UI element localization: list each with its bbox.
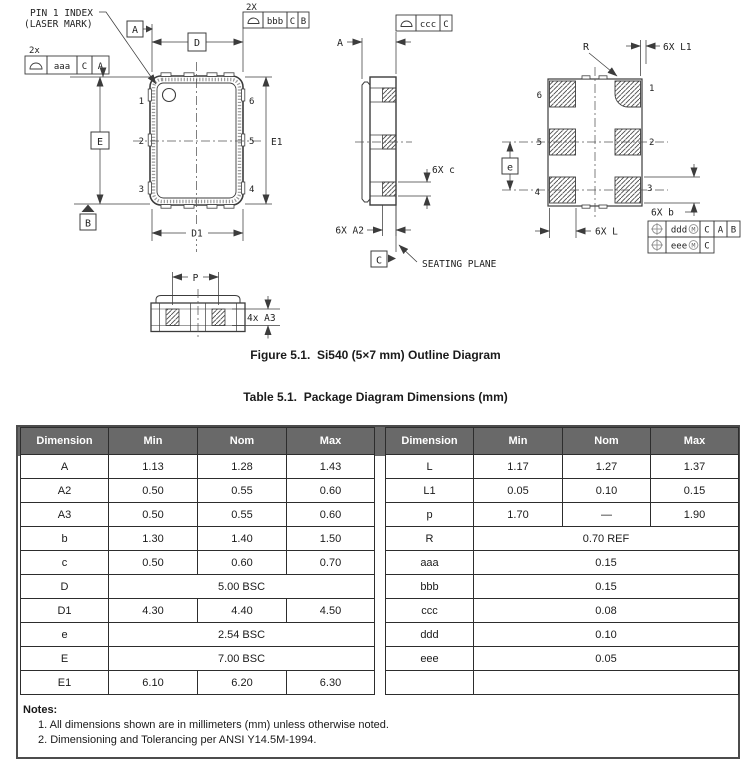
table-row — [21, 479, 375, 503]
nom-cell: 0.60 — [198, 551, 287, 575]
max-cell: 0.60 — [287, 479, 375, 503]
dimension-cell: eee — [386, 647, 474, 671]
notes-section — [23, 704, 734, 746]
min-cell: 1.30 — [109, 527, 198, 551]
dim-d1-label: D1 — [191, 228, 203, 240]
position-symbol-icon — [651, 223, 663, 235]
dim-a-label: A — [336, 38, 343, 49]
min-cell: 1.17 — [474, 455, 563, 479]
fcf-tolerance: ccc — [419, 20, 437, 30]
profile-of-surface-icon — [401, 21, 412, 27]
fcf-datum-ref: C — [704, 241, 710, 252]
dimension-cell: ccc — [386, 599, 474, 623]
dimensions-table-box — [16, 425, 740, 759]
dimension-cell: A3 — [21, 503, 109, 527]
dimension-cell: aaa — [386, 551, 474, 575]
datum-b-label: B — [84, 218, 92, 230]
fcf-datum-ref: C — [443, 20, 449, 30]
fcf-datum-ref: C — [289, 17, 296, 27]
pin-number: 2 — [649, 138, 655, 148]
nom-cell: 0.55 — [198, 479, 287, 503]
datum-b-triangle — [82, 205, 95, 213]
dimension-cell — [386, 671, 474, 695]
profile-of-surface-icon — [30, 63, 42, 69]
min-cell: 0.50 — [109, 503, 198, 527]
dimension-cell: ddd — [386, 623, 474, 647]
dim-c — [398, 169, 431, 209]
pin-number: 4 — [249, 185, 255, 195]
dimension-cell: L — [386, 455, 474, 479]
dimension-cell: c — [21, 551, 109, 575]
max-cell: 1.37 — [651, 455, 739, 479]
fcf-tolerance: ddd — [670, 225, 688, 236]
col-header-dimension: Dimension — [386, 428, 474, 455]
front-view — [151, 271, 280, 340]
span-cell: 2.54 BSC — [109, 623, 375, 647]
nom-cell: 1.27 — [563, 455, 651, 479]
table-row — [21, 551, 375, 575]
fcf-datum-ref: B — [300, 17, 307, 27]
header-row — [386, 428, 739, 455]
dimension-cell: p — [386, 503, 474, 527]
dim-r-label: R — [583, 42, 590, 53]
fcf-tolerance: bbb — [266, 17, 284, 27]
nom-cell: 1.40 — [198, 527, 287, 551]
dim-b-label: 6X b — [651, 207, 674, 219]
nom-cell: 6.20 — [198, 671, 287, 695]
dim-d-label: D — [193, 38, 201, 49]
col-header-nom: Nom — [198, 428, 287, 455]
nom-cell: 0.10 — [563, 479, 651, 503]
min-cell: 1.13 — [109, 455, 198, 479]
datum-c-label: C — [375, 255, 383, 267]
qty-label: 2x — [29, 46, 40, 56]
nom-cell: 4.40 — [198, 599, 287, 623]
table-row — [386, 455, 739, 479]
figure-caption: Figure 5.1. Si540 (5×7 mm) Outline Diagram — [250, 348, 501, 362]
min-cell: 6.10 — [109, 671, 198, 695]
datum-a-label: A — [131, 25, 139, 36]
dim-a2 — [367, 205, 411, 236]
max-cell: 1.90 — [651, 503, 739, 527]
table-row — [21, 575, 375, 599]
table-row — [21, 455, 375, 479]
col-header-max: Max — [651, 428, 739, 455]
table-row — [386, 623, 739, 647]
table-row — [386, 575, 739, 599]
fcf-bbb — [243, 3, 309, 28]
table-row — [21, 647, 375, 671]
pin-number: 5 — [249, 137, 255, 147]
min-cell: 1.70 — [474, 503, 563, 527]
dim-e-label: E — [96, 137, 104, 148]
dim-e1-label: E1 — [271, 137, 283, 148]
fcf-datum-ref: A — [717, 225, 724, 236]
dimension-cell: e — [21, 623, 109, 647]
mmc-modifier-letter: M — [691, 225, 696, 234]
span-cell: 5.00 BSC — [109, 575, 375, 599]
fcf-datum-ref: C — [81, 62, 88, 72]
dim-a3-label: 4x A3 — [247, 313, 276, 324]
table-row — [386, 647, 739, 671]
min-cell: 4.30 — [109, 599, 198, 623]
dim-a2-label: 6X A2 — [335, 225, 364, 237]
span-cell: 0.15 — [474, 551, 739, 575]
table-row — [21, 671, 375, 695]
top-view-pin-numbers — [139, 97, 255, 195]
nom-cell: — — [563, 503, 651, 527]
max-cell: 0.70 — [287, 551, 375, 575]
fcf-datum-ref: C — [704, 225, 710, 236]
fcf-aaa — [25, 46, 109, 77]
qty-label: 2X — [246, 3, 257, 13]
dimension-cell: A — [21, 455, 109, 479]
datum-c-triangle — [388, 255, 396, 263]
table-row — [386, 671, 739, 695]
min-cell: 0.05 — [474, 479, 563, 503]
dimension-cell: E1 — [21, 671, 109, 695]
table-caption: Table 5.1. Package Diagram Dimensions (mm) — [243, 390, 508, 404]
col-header-max: Max — [287, 428, 375, 455]
pin1-laser-mark — [163, 89, 176, 102]
nom-cell: 0.55 — [198, 503, 287, 527]
land-pattern-view — [502, 40, 740, 253]
dim-p-label: P — [192, 273, 199, 284]
profile-of-surface-icon — [248, 18, 259, 23]
span-cell: 0.15 — [474, 575, 739, 599]
pin-number: 5 — [536, 138, 542, 148]
mmc-modifier-letter: M — [691, 241, 696, 250]
table-row — [386, 479, 739, 503]
dim-e-pitch-label: e — [506, 162, 514, 174]
span-cell: 0.10 — [474, 623, 739, 647]
fcf-datum-ref: A — [97, 62, 104, 72]
pin-number: 3 — [647, 184, 653, 194]
dimension-cell: R — [386, 527, 474, 551]
dimension-cell: E — [21, 647, 109, 671]
pin-number: 3 — [138, 185, 144, 195]
dimension-cell: L1 — [386, 479, 474, 503]
dimensions-table-right — [385, 427, 739, 695]
laser-mark-label: (LASER MARK) — [24, 19, 93, 30]
pin-number: 4 — [534, 188, 540, 198]
fcf-tolerance: aaa — [53, 62, 71, 72]
fcf-ccc — [396, 15, 452, 31]
max-cell: 0.60 — [287, 503, 375, 527]
fcf-tolerance: eee — [670, 241, 688, 252]
min-cell: 0.50 — [109, 551, 198, 575]
col-header-min: Min — [474, 428, 563, 455]
col-header-nom: Nom — [563, 428, 651, 455]
fcf-eee — [648, 237, 714, 253]
min-cell: 0.50 — [109, 479, 198, 503]
span-cell — [474, 671, 739, 695]
table-row — [386, 599, 739, 623]
col-header-dimension: Dimension — [21, 428, 109, 455]
dim-l1 — [626, 40, 660, 76]
note-item: 2. Dimensioning and Tolerancing per ANSI Y14.5M-1994. — [38, 734, 317, 746]
dim-a — [347, 32, 411, 79]
pin-number: 2 — [138, 137, 144, 147]
dim-l-label: 6X L — [595, 226, 618, 238]
dim-c-label: 6X c — [432, 165, 455, 176]
dimensions-table-left — [20, 427, 375, 695]
side-view — [335, 15, 496, 270]
max-cell: 6.30 — [287, 671, 375, 695]
front-pads — [166, 309, 225, 326]
table-row — [21, 623, 375, 647]
position-symbol-icon — [651, 239, 663, 251]
table-row — [21, 599, 375, 623]
dim-l1-label: 6X L1 — [663, 42, 692, 53]
table-row — [21, 503, 375, 527]
dimension-cell: A2 — [21, 479, 109, 503]
dimension-cell: D1 — [21, 599, 109, 623]
notes-title: Notes: — [23, 704, 58, 716]
pad1-rounded — [615, 81, 641, 107]
span-cell: 7.00 BSC — [109, 647, 375, 671]
table-row — [386, 503, 739, 527]
top-view — [24, 3, 309, 252]
seating-plane-label: SEATING PLANE — [422, 259, 497, 270]
pin1-index-label: PIN 1 INDEX — [30, 8, 93, 19]
dimension-cell: bbb — [386, 575, 474, 599]
col-header-min: Min — [109, 428, 198, 455]
fcf-datum-ref: B — [730, 225, 737, 236]
note-item: 1. All dimensions shown are in millimeters (mm) unless otherwise noted. — [38, 719, 389, 731]
fcf-ddd — [648, 221, 740, 237]
dim-l — [535, 208, 591, 238]
pin-number: 1 — [649, 84, 655, 94]
table-row — [386, 551, 739, 575]
dimension-cell: b — [21, 527, 109, 551]
pin-number: 6 — [249, 97, 255, 107]
span-cell: 0.05 — [474, 647, 739, 671]
max-cell: 1.43 — [287, 455, 375, 479]
span-cell: 0.08 — [474, 599, 739, 623]
nom-cell: 1.28 — [198, 455, 287, 479]
table-row — [21, 527, 375, 551]
pin-number: 6 — [536, 91, 542, 101]
pin-number: 1 — [138, 97, 144, 107]
table-row — [386, 527, 739, 551]
header-row — [21, 428, 375, 455]
span-cell: 0.70 REF — [474, 527, 739, 551]
outline-diagram — [0, 0, 751, 345]
max-cell: 4.50 — [287, 599, 375, 623]
max-cell: 0.15 — [651, 479, 739, 503]
max-cell: 1.50 — [287, 527, 375, 551]
dimension-cell: D — [21, 575, 109, 599]
